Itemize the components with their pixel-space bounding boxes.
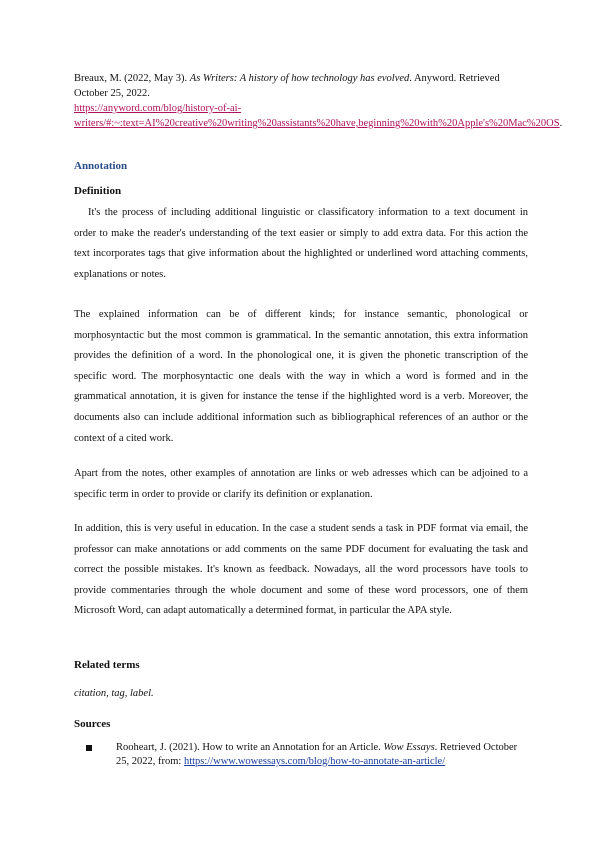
source-site: Wow Essays — [383, 742, 435, 753]
related-terms: citation, tag, label. — [74, 688, 154, 699]
source-item — [92, 741, 522, 769]
definition-heading: Definition — [74, 185, 122, 197]
square-bullet-icon — [86, 745, 92, 751]
reference-link-period: . — [559, 118, 563, 129]
related-terms-heading: Related terms — [74, 659, 140, 671]
paragraph-examples: Apart from the notes, other examples of annotation are links or web adresses which can be adjoined to a specific term in order to provide or clarify its definition or explanation. — [74, 468, 528, 500]
source-link[interactable]: https://www.wowessays.com/blog/how-to-annotate-an-article/ — [183, 756, 446, 767]
paragraph-education: In addition, this is very useful in education. In the case a student sends a task in PDF format via email, the professor can make annotations or add comments on the same PDF document for evaluating the task and correct the possible mistakes. It's known as feedback. Nowadays, all the word processors have tools to provide commentaries through the whole document and some of these word processors, one of them Microsoft Word, can adapt automatically a determined format, in particular the APA style. — [74, 523, 528, 617]
annotation-heading: Annotation — [74, 160, 128, 172]
paragraph-definition: It's the process of including additional linguistic or classificatory information to a text document in order to make the reader's understanding of the text easier or simply to add extra data. For this action the text incorporates tags that give information about the highlighted or underlined word attaching comments, explanations or notes. — [74, 207, 528, 280]
reference-entry — [74, 71, 563, 131]
reference-retrieved: . Anyword. Retrieved October 25, 2022. — [74, 73, 500, 99]
reference-title: As Writers: A history of how technology has evolved — [189, 73, 410, 84]
source-citation: Rooheart, J. (2021). How to write an Annotation for an Article. — [116, 742, 384, 753]
sources-heading: Sources — [74, 718, 111, 730]
source-retrieved: . Retrieved October 25, 2022, from: — [116, 742, 518, 767]
paragraph-kinds: The explained information can be of different kinds; for instance semantic, phonological or morphosyntactic but the most common is grammatical. In the semantic annotation, this extra information provides the definition of a word. In the phonological one, it is given the phonetic transcription of the specific word. The morphosyntactic one deals with the way in which a word is formed and in the grammatical annotation, it is given for instance the tense if the highlighted word is a verb. Moreover, the documents also can include additional information such as bibliographical references of an author or the context of a cited work. — [74, 309, 528, 444]
reference-link[interactable]: https://anyword.com/blog/history-of-ai-writers/#:~:text=AI%20creative%20writing%20assistants%20have,beginning%20with%20Apple's%20Mac%20OS — [74, 103, 560, 129]
reference-citation: Breaux, M. (2022, May 3). — [74, 73, 190, 84]
